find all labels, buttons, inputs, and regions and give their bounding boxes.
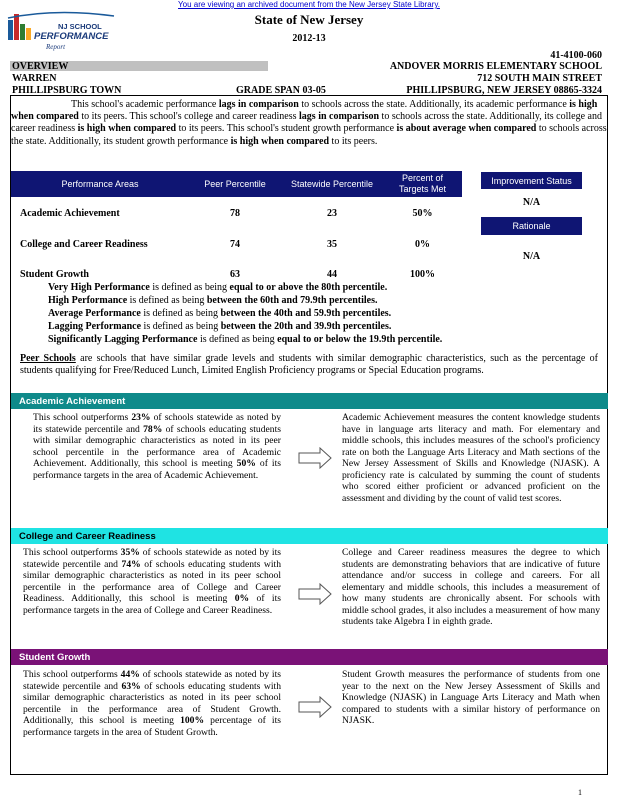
row-targets-growth: 100% (410, 269, 435, 280)
row-statewide-college: 35 (327, 239, 337, 250)
logo-line2: PERFORMANCE (34, 31, 109, 42)
definition-very-high: Very High Performance is defined as being equal to or above the 80th percentile. (48, 282, 388, 293)
row-area-college: College and Career Readiness (20, 239, 148, 250)
section-academic-description: Academic Achievement measures the content knowledge students have in language arts literacy and math. For elementary and middle schools, this includes measures of the school's proficiency rate on both the Language Arts Literacy and Math sections of the New Jersey Assessment of Skills and Knowledge (NJASK). A proficiency rate is calculated by summing the count of students who scored either proficient or advanced proficient on the assessment and dividing by the count of valid test scores. (342, 412, 600, 504)
row-peer-academic: 78 (230, 208, 240, 219)
section-growth-description: Student Growth measures the performance of students from one year to the next on the New Jersey Assessment of Skills and Knowledge (NJASK) in Language Arts Literacy and Math when compared to students with a similar history of performance on NJASK. (342, 669, 600, 726)
definition-high: High Performance is defined as being between the 60th and 79.9th percentiles. (48, 295, 378, 306)
peer-schools-text: are schools that have similar grade levels and students with similar demographic characteristics, such as the percentage of students qualifying for Free/Reduced Lunch, Limited English Proficiency programs or Special Education programs. (20, 353, 599, 376)
arrow-right-icon (298, 447, 332, 469)
intro-paragraph (11, 99, 608, 148)
logo-line3: Report (46, 43, 66, 51)
page-number: 1 (578, 788, 582, 797)
intro-emphasis: lags in comparison (299, 111, 380, 123)
school-name: ANDOVER MORRIS ELEMENTARY SCHOOL (389, 61, 602, 72)
intro-emphasis: is about average when compared (396, 123, 537, 135)
intro-emphasis: is high when compared (77, 123, 177, 135)
report-title: State of New Jersey (254, 12, 364, 27)
district-name: PHILLIPSBURG TOWN (12, 85, 122, 96)
row-peer-college: 74 (230, 239, 240, 250)
section-growth-summary: This school outperforms 44% of schools statewide as noted by its statewide percentile and 63% of schools educating students with similar demographic characteristics as noted in its peer school percentile in the performance area of Student Growth. Additionally, this school is meeting 100% percentage of its performance targets in the area of Student Growth. (23, 669, 281, 738)
col-peer-percentile: Peer Percentile (204, 178, 266, 189)
intro-text: to its peers. This school's student growth performance (178, 123, 395, 135)
peer-schools-term: Peer Schools (20, 353, 76, 364)
row-statewide-growth: 44 (327, 269, 337, 280)
intro-text: to schools across the state. Additionally, its student growth performance (11, 123, 607, 147)
performance-table-header (11, 171, 462, 197)
intro-emphasis: is high when compared (230, 135, 330, 147)
definition-average: Average Performance is defined as being between the 40th and 59.9th percentiles. (48, 308, 392, 319)
definition-significantly-lagging: Significantly Lagging Performance is defined as being equal to or below the 19.9th percentile. (48, 334, 443, 345)
section-academic-summary: This school outperforms 23% of schools statewide as noted by its statewide percentile and 78% of schools educating students with similar demographic characteristics as noted in its peer school percentile in the performance area of Academic Achievement. Additionally, this school is meeting 50% of its performance targets in the area of Academic Achievement. (33, 412, 282, 481)
improvement-status-value: N/A (522, 197, 541, 208)
school-code: 41-4100-060 (550, 50, 602, 61)
row-statewide-academic: 23 (327, 208, 337, 219)
intro-text: to schools across the state. Additionally, its academic performance (301, 99, 567, 110)
grade-span: GRADE SPAN 03-05 (236, 85, 326, 96)
improvement-status-header: Improvement Status (481, 172, 582, 189)
col-targets-met: Percent of Targets Met (398, 173, 447, 194)
rationale-header: Rationale (481, 217, 582, 235)
col-performance-areas: Performance Areas (61, 178, 139, 189)
intro-text: This school's academic performance (71, 99, 217, 110)
logo-line1: NJ SCHOOL (58, 22, 102, 31)
arrow-right-icon (298, 583, 332, 605)
peer-schools-paragraph (20, 353, 598, 376)
section-header-academic: Academic Achievement (11, 393, 608, 409)
school-city: PHILLIPSBURG, NEW JERSEY 08865-3324 (406, 85, 602, 96)
intro-text: to its peers. This school's college and career readiness (81, 111, 297, 123)
row-peer-growth: 63 (230, 269, 240, 280)
section-college-summary: This school outperforms 35% of schools statewide as noted by its statewide percentile and 74% of schools educating students with similar demographic characteristics as noted in its peer school percentile in the performance area of College and Career Readiness. Additionally, this school is meeting 0% of its performance targets in the area of College and Career Readiness. (23, 547, 281, 616)
row-area-growth: Student Growth (20, 269, 89, 280)
section-header-growth: Student Growth (11, 649, 608, 665)
county-name: WARREN (12, 73, 57, 84)
row-targets-academic: 50% (412, 208, 433, 219)
row-targets-college: 0% (415, 239, 430, 250)
definition-lagging: Lagging Performance is defined as being between the 20th and 39.9th percentiles. (48, 321, 392, 332)
archive-notice-link[interactable]: You are viewing an archived document from the New Jersey State Library. (178, 0, 440, 9)
rationale-value: N/A (522, 251, 541, 262)
section-header-college: College and Career Readiness (11, 528, 608, 544)
intro-emphasis: lags in comparison (218, 99, 299, 110)
arrow-right-icon (298, 696, 332, 718)
overview-label: OVERVIEW (12, 61, 69, 72)
intro-text: to schools across the state. Additionally, its college and career readiness (11, 111, 602, 135)
row-area-academic: Academic Achievement (20, 208, 120, 219)
report-year: 2012-13 (292, 33, 326, 44)
school-street: 712 SOUTH MAIN STREET (477, 73, 602, 84)
intro-text: to its peers. (331, 135, 378, 147)
section-college-description: College and Career readiness measures the degree to which students are demonstrating behaviors that are indicative of future attendance and/or success in college and careers. For all elementary and middle schools, this includes a measurement of how many students are chronically absent. For schools with middle school grades, it also includes a measurement of how many students take Algebra I in eighth grade. (342, 547, 600, 627)
intro-emphasis: is high when compared (11, 99, 598, 123)
col-statewide-percentile: Statewide Percentile (290, 178, 374, 189)
